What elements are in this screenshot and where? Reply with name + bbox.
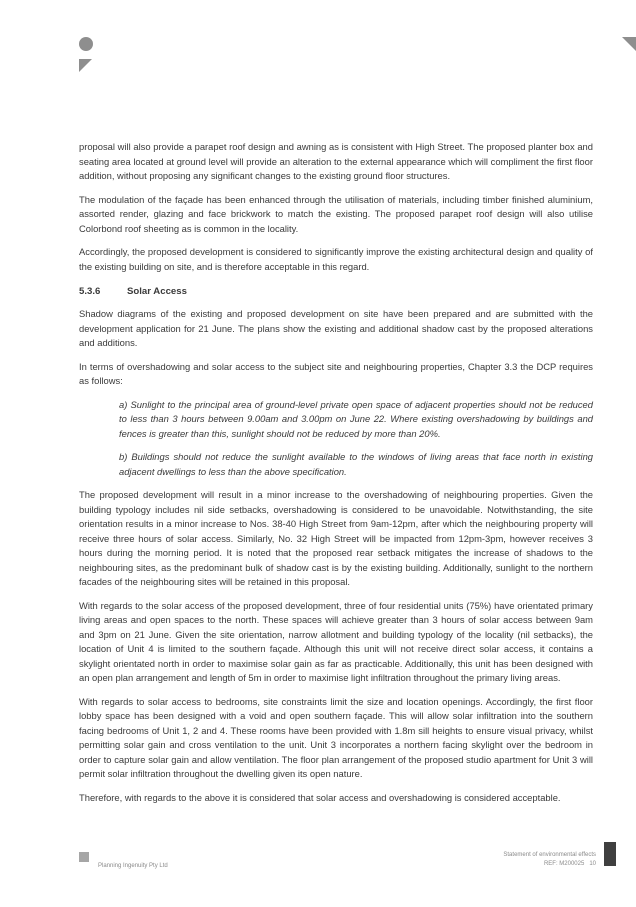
paragraph: With regards to the solar access of the proposed development, three of four residential units (75%) have orientated primary living areas and open spaces to the north. These spaces will achieve greater than 3 hours of solar access between 9am and 3pm on 21 June. Given the site orientation, narrow allotment and building typology of the locality (nil setbacks), the location of Unit 4 is limited to the southern façade. Although this unit will not receive direct solar access, it contains a skylight orientated north in order to maximise solar gain as far as practicable. Additionally, this unit has been designed with an open plan arrangement and length of 5m in order to maximise light infiltration throughout the primary living areas. bbox=[79, 599, 593, 683]
footer-doc-title: Statement of environmental effects bbox=[503, 852, 596, 858]
section-title: Solar Access bbox=[127, 286, 187, 297]
paragraph: The modulation of the façade has been enhanced through the utilisation of materials, including timber finished aluminium, assorted render, glazing and face brickwork to match the existing. The proposed parapet roof design will also utilise Colorbond roof sheeting as is common in the locality. bbox=[79, 193, 593, 234]
page-number: 10 bbox=[589, 861, 596, 867]
paragraph: With regards to solar access to bedrooms, site constraints limit the size and location openings. Accordingly, the first floor lobby space has been designed with a void and open southern façade. This will allow solar infiltration into the southern facing bedrooms of Unit 1, 2 and 4. These rooms have been provided with 1.8m sill heights to ensure visual privacy, whilst permitting solar gain and cross ventilation to the unit. Unit 3 incorporates a northern facing skylight over the bedroom in order to capture solar gain and allow ventilation. The floor plan arrangement of the proposed studio apartment for Unit 3 will permit solar infiltration throughout the dwelling given its open nature. bbox=[79, 695, 593, 779]
logo-circle-icon bbox=[79, 37, 93, 51]
footer-bar bbox=[604, 842, 616, 866]
footer-ref-line bbox=[503, 860, 596, 869]
paragraph: In terms of overshadowing and solar access to the subject site and neighbouring properties, Chapter 3.3 the DCP requires as follows: bbox=[79, 360, 593, 386]
paragraph: proposal will also provide a parapet roof design and awning as is consistent with High Street. The proposed planter box and seating area located at ground level will provide an alteration to the external appearance which will compliment the first floor addition, without proposing any significant changes to the existing ground floor structures. bbox=[79, 141, 593, 181]
footer-meta bbox=[503, 851, 596, 869]
paragraph: Shadow diagrams of the existing and proposed development on site have been prepared and are submitted with the development application for 21 June. The plans show the existing and additional shadow cast by the proposed alterations and additions. bbox=[79, 308, 593, 348]
dcp-quote: b) Buildings should not reduce the sunlight available to the windows of living areas that face north in existing adjacent dwellings to less than the above specification. bbox=[119, 451, 593, 477]
footer-company: Planning Ingenuity Pty Ltd bbox=[98, 863, 168, 869]
paragraph: Accordingly, the proposed development is considered to significantly improve the existing architectural design and quality of the existing building on site, and is therefore acceptable in this regard. bbox=[79, 246, 593, 272]
paragraph: Therefore, with regards to the above it is considered that solar access and overshadowing is considered acceptable. bbox=[79, 791, 561, 803]
paragraph: The proposed development will result in a minor increase to the overshadowing of neighbouring properties. Given the building typology includes nil side setbacks, overshadowing is considered to be unavoidable. Notwithstanding, the site orientation results in a minor increase to Nos. 38-40 High Street from 9am-12pm, after which the neighbouring property will receive three hours of solar access. Similarly, No. 32 High Street will be impacted from 12pm-3pm, however receives 3 hours during the morning period. It is noted that the proposed rear setback mitigates the increase of shadows to the neighbouring sites, as the predominant bulk of shadow cast is by the existing building. Additionally, sunlight to the northern facades of the neighbouring sites will be retained in this proposal. bbox=[79, 489, 593, 587]
dcp-quote: a) Sunlight to the principal area of ground-level private open space of adjacent properties should not be reduced to less than 3 hours between 9.00am and 3.00pm on June 22. Where existing overshadowing by buildings and fences is greater than this, sunlight should not be reduced by more than 20%. bbox=[119, 398, 593, 439]
page-body bbox=[79, 140, 593, 814]
footer-ref: REF: M200025 bbox=[543, 861, 585, 867]
logo-triangle-icon bbox=[79, 59, 92, 72]
footer-square-icon bbox=[79, 852, 89, 862]
section-heading bbox=[79, 286, 593, 297]
corner-triangle-icon bbox=[622, 37, 636, 51]
section-number: 5.3.6 bbox=[79, 286, 101, 297]
